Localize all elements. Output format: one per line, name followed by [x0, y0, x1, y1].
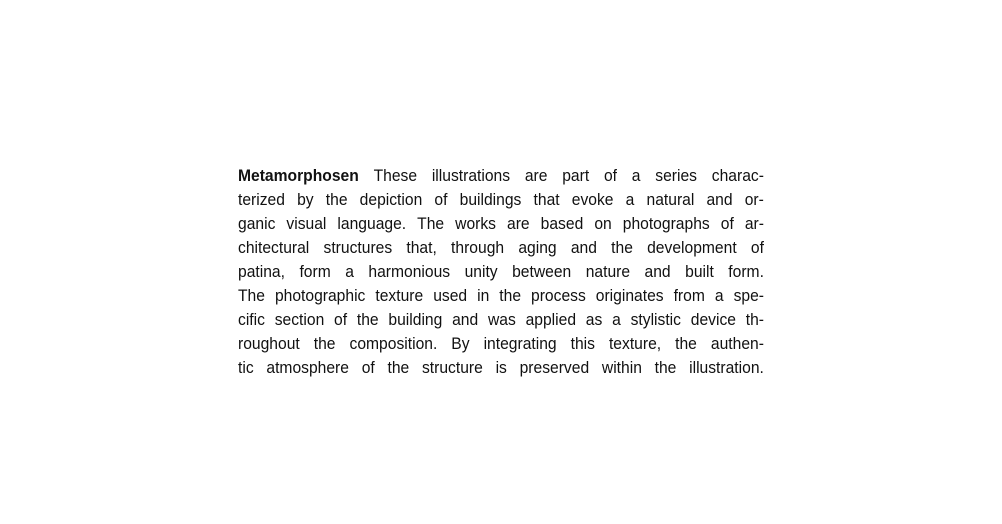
text-line-5	[238, 260, 764, 284]
word: illustration.	[689, 358, 764, 377]
word: section	[274, 310, 325, 329]
word: development	[647, 238, 737, 257]
word: form.	[728, 262, 764, 281]
word: of	[750, 238, 764, 257]
word: within	[601, 358, 642, 377]
word: through	[451, 238, 505, 257]
word: ganic	[238, 214, 276, 233]
word: By	[451, 334, 470, 353]
word: nature	[585, 262, 631, 281]
body-text-block	[238, 164, 764, 380]
word: from	[673, 286, 705, 305]
text-line-4	[238, 236, 764, 260]
word: are	[507, 214, 530, 233]
text-line-6	[238, 284, 764, 308]
word: form	[299, 262, 331, 281]
word: cific	[238, 310, 265, 329]
word: built	[685, 262, 714, 281]
word: the	[654, 358, 677, 377]
word: the	[325, 190, 348, 209]
word: works	[455, 214, 497, 233]
word: illustrations	[431, 166, 511, 185]
word: evoke	[571, 190, 614, 209]
word: and	[644, 262, 671, 281]
word: integrating	[483, 334, 557, 353]
word: based	[540, 214, 584, 233]
word: is	[495, 358, 507, 377]
word: applied	[525, 310, 577, 329]
word: depiction	[359, 190, 423, 209]
word: that	[533, 190, 560, 209]
word: preserved	[519, 358, 590, 377]
word: These	[373, 166, 418, 185]
word: of	[334, 310, 348, 329]
word: ar-	[744, 214, 764, 233]
text-line-3	[238, 212, 764, 236]
word: the	[313, 334, 336, 353]
word: the	[356, 310, 379, 329]
word: a	[345, 262, 354, 281]
word: a	[714, 286, 724, 305]
word: used	[433, 286, 468, 305]
word: that,	[406, 238, 437, 257]
word: a	[625, 190, 635, 209]
word: buildings	[459, 190, 522, 209]
word: was	[487, 310, 516, 329]
word: the	[611, 238, 633, 257]
word: stylistic	[630, 310, 681, 329]
word: visual	[286, 214, 327, 233]
word: spe-	[733, 286, 764, 305]
word: authen-	[710, 334, 764, 353]
word: as	[585, 310, 603, 329]
word: between	[512, 262, 572, 281]
word: texture,	[608, 334, 662, 353]
word: patina,	[238, 262, 285, 281]
word: natural	[646, 190, 695, 209]
text-line-1	[238, 164, 764, 188]
word: of	[603, 166, 618, 185]
word: and	[706, 190, 733, 209]
text-line-2	[238, 188, 764, 212]
word: unity	[464, 262, 498, 281]
word: the	[499, 286, 522, 305]
text-line-7	[238, 308, 764, 332]
word: series	[655, 166, 698, 185]
word: on	[594, 214, 612, 233]
word: harmonious	[368, 262, 451, 281]
word: process	[531, 286, 586, 305]
word: photographic	[274, 286, 366, 305]
word: a	[631, 166, 641, 185]
word: structures	[323, 238, 393, 257]
word: originates	[595, 286, 664, 305]
word: language.	[337, 214, 407, 233]
word: the	[675, 334, 697, 353]
word: terized	[238, 190, 285, 209]
word: structure	[421, 358, 483, 377]
word: in	[477, 286, 490, 305]
word: part	[562, 166, 590, 185]
word: tic	[238, 358, 254, 377]
word: of	[361, 358, 375, 377]
word: by	[297, 190, 314, 209]
word: and	[570, 238, 597, 257]
word: composition.	[349, 334, 438, 353]
word: th-	[745, 310, 764, 329]
word: The	[238, 286, 265, 305]
word: building	[388, 310, 443, 329]
word: chitectural	[238, 238, 310, 257]
word: are	[524, 166, 548, 185]
word: atmosphere	[266, 358, 349, 377]
article-title: Metamorphosen	[238, 166, 359, 185]
word: photographs	[622, 214, 710, 233]
word: this	[570, 334, 595, 353]
word: and	[452, 310, 479, 329]
text-line-9	[238, 356, 764, 380]
text-line-8	[238, 332, 764, 356]
word: or-	[744, 190, 764, 209]
word: of	[720, 214, 734, 233]
word: charac-	[711, 166, 764, 185]
word: of	[434, 190, 448, 209]
word: a	[612, 310, 621, 329]
word: the	[387, 358, 410, 377]
word: The	[417, 214, 445, 233]
word: roughout	[238, 334, 300, 353]
word: aging	[518, 238, 557, 257]
word: texture	[375, 286, 424, 305]
word: device	[690, 310, 736, 329]
